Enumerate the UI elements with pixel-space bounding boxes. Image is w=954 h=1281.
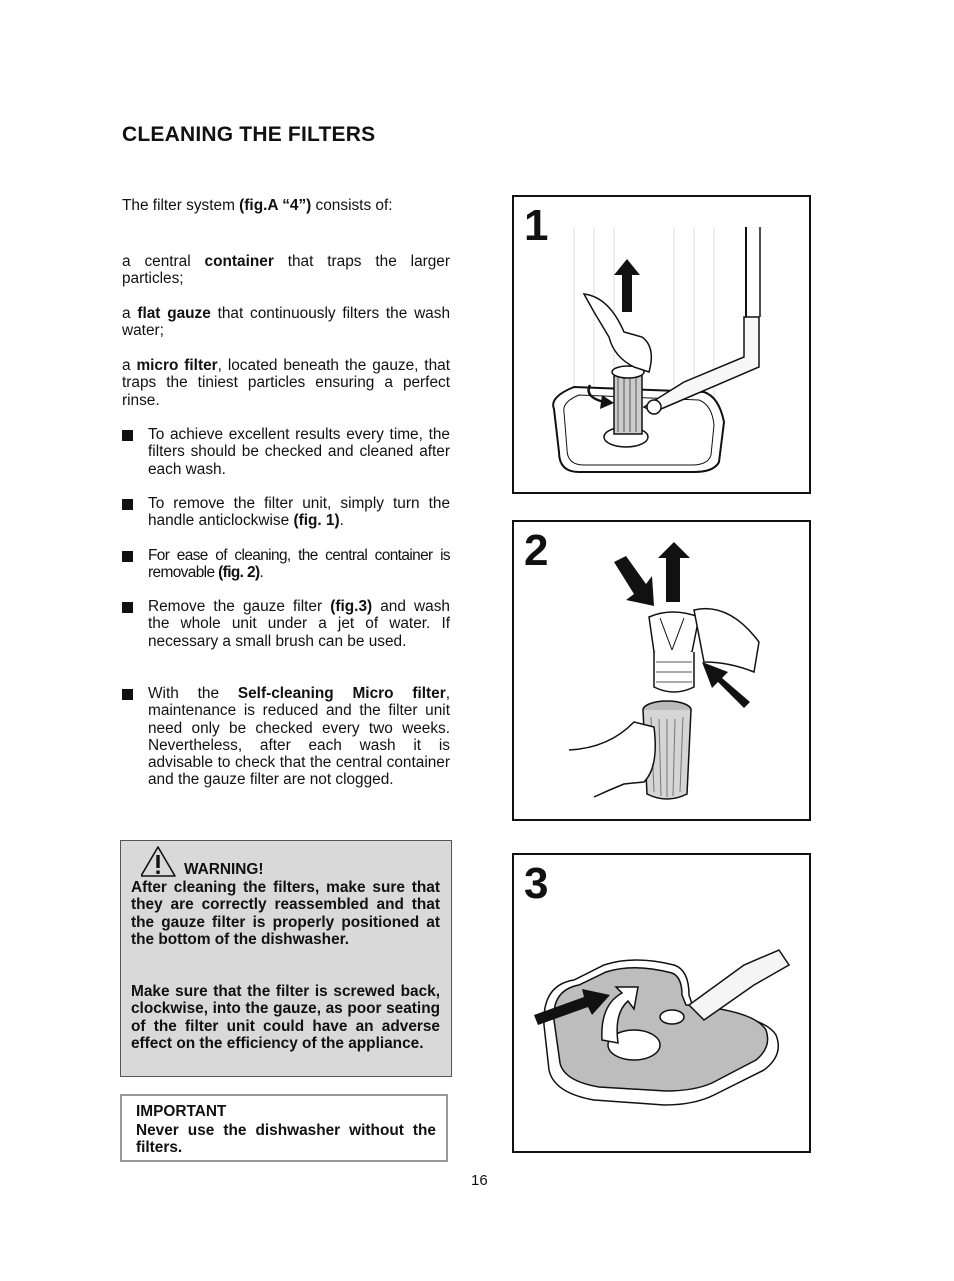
component-flat-gauze: a flat gauze that continuously filters the wash water; — [122, 305, 450, 340]
page-number: 16 — [471, 1172, 488, 1189]
gauze-removal-illustration — [514, 855, 811, 1153]
important-box — [120, 1094, 448, 1162]
bullet-item — [122, 495, 450, 530]
bullet-text: Remove the gauze filter (fig.3) and wash the whole unit under a jet of water. If necessary a small brush can be used. — [148, 598, 450, 650]
warning-text-2: Make sure that the filter is screwed back, clockwise, into the gauze, as poor seating of the filter unit could have an adverse effect on the efficiency of the appliance. — [131, 983, 440, 1052]
component-micro-filter: a micro filter, located beneath the gauze, that traps the tiniest particles ensuring a perfect rinse. — [122, 357, 450, 409]
bullet-square-icon — [122, 430, 133, 441]
figure-1 — [512, 195, 811, 494]
warning-triangle-icon — [141, 845, 181, 881]
figure-number: 3 — [524, 859, 549, 908]
bullet-text: For ease of cleaning, the central container is removable (fig. 2). — [148, 547, 450, 582]
filter-removal-illustration — [514, 197, 811, 494]
bullet-item — [122, 598, 450, 650]
figure-number: 2 — [524, 526, 549, 575]
bullet-item — [122, 426, 450, 478]
figure-3 — [512, 853, 811, 1153]
component-container: a central container that traps the larger particles; — [122, 253, 450, 288]
container-removal-illustration — [514, 522, 811, 821]
warning-title: WARNING! — [184, 861, 264, 878]
warning-text-1: After cleaning the filters, make sure that they are correctly reassembled and that the gauze filter is properly positioned at the bottom of the dishwasher. — [131, 879, 440, 948]
figure-number: 1 — [524, 201, 549, 250]
bullet-item — [122, 547, 450, 582]
warning-box — [120, 840, 452, 1077]
bullet-text: With the Self-cleaning Micro filter, maintenance is reduced and the filter unit need only be checked every two weeks. Nevertheless, after each wash it is advisable to check that the central container and the gauze filter are not clogged. — [148, 685, 450, 789]
important-text: Never use the dishwasher without the filters. — [136, 1122, 436, 1157]
intro-paragraph: The filter system (fig.A “4”) consists of: — [122, 197, 393, 214]
bullet-square-icon — [122, 689, 133, 700]
bullet-square-icon — [122, 602, 133, 613]
page-title: CLEANING THE FILTERS — [122, 123, 376, 146]
bullet-text: To remove the filter unit, simply turn the handle anticlockwise (fig. 1). — [148, 495, 450, 530]
bullet-square-icon — [122, 551, 133, 562]
bullet-square-icon — [122, 499, 133, 510]
figure-2 — [512, 520, 811, 821]
bullet-item — [122, 685, 450, 789]
bullet-text: To achieve excellent results every time, the filters should be checked and cleaned after each wash. — [148, 426, 450, 478]
important-title: IMPORTANT — [136, 1103, 227, 1120]
